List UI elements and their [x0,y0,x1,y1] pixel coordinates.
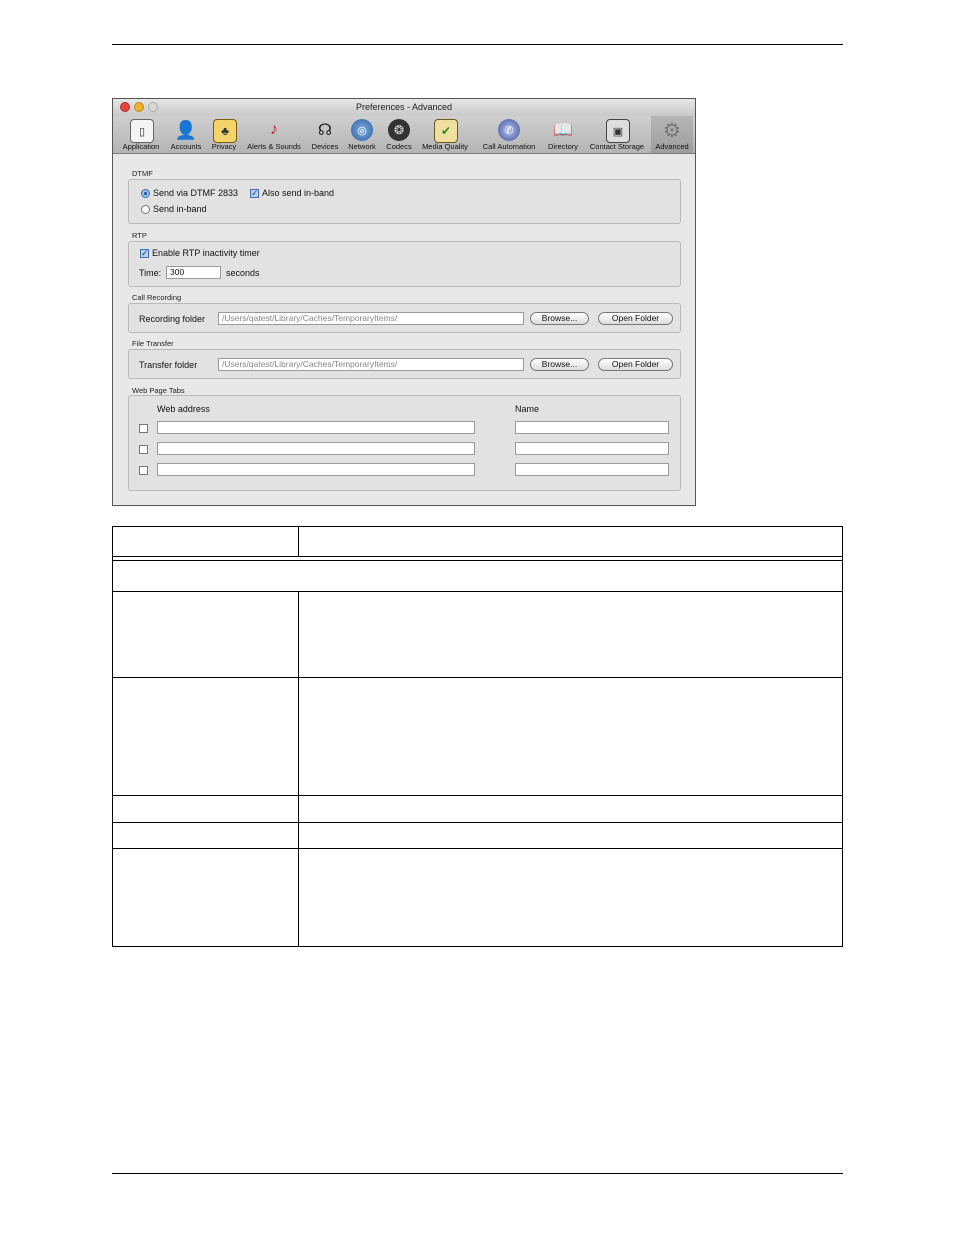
call-recording-group [128,303,681,333]
privacy-icon: ♣ [213,119,237,143]
web-tab-1-address-input[interactable] [157,421,475,434]
rtp-group [128,241,681,287]
rtp-group-title: RTP [132,231,147,240]
rtp-timer-label: Enable RTP inactivity timer [152,248,260,258]
table-row-line [113,822,842,823]
toolbar-item-call-automation[interactable]: ✆ Call Automation [479,116,539,153]
send-rfc2833-label: Send via DTMF 2833 [153,188,239,198]
call-recording-group-title: Call Recording [132,293,182,302]
media-quality-icon: ✔ [434,119,458,143]
toolbar-item-directory[interactable]: 📖 Directory [545,116,581,153]
also-inband-checkbox[interactable]: ✓ [251,188,259,198]
web-tab-2-name-input[interactable] [515,442,669,455]
dtmf-group-title: DTMF [132,169,153,178]
web-address-column-header: Web address [157,404,210,414]
accounts-icon: 👤 [174,119,198,140]
web-tab-2-checkbox[interactable] [139,445,148,454]
codecs-icon: ❂ [388,119,410,141]
toolbar-item-alerts-sounds[interactable]: ♪ Alerts & Sounds [247,121,301,151]
toolbar-item-accounts[interactable]: 👤 Accounts [170,119,202,151]
preferences-window [112,98,696,506]
toolbar-item-application[interactable]: ▯ Application [119,116,163,153]
toolbar-item-network[interactable]: ◎ Network [345,116,379,153]
contact-storage-icon: ▣ [606,119,630,143]
alerts-sounds-icon: ♪ [270,121,278,138]
application-icon: ▯ [130,119,154,143]
recording-browse-button[interactable]: Browse... [530,312,589,325]
table-column-divider [298,591,299,946]
table-row-line [113,848,842,849]
table-row-line [113,591,842,592]
toolbar-item-media-quality[interactable]: ✔ Media Quality [419,116,471,153]
gear-icon: ⚙ [663,119,681,142]
header-rule [112,44,843,45]
transfer-open-folder-button[interactable]: Open Folder [598,358,673,371]
time-input[interactable]: 300 [166,266,221,279]
send-inband-label: Send in-band [153,204,207,214]
preferences-toolbar [113,116,695,154]
file-transfer-group-title: File Transfer [132,339,174,348]
transfer-folder-input[interactable]: /Users/qatest/Library/Caches/TemporaryItems/ [218,358,524,371]
name-column-header: Name [515,404,540,414]
call-automation-icon: ✆ [498,119,520,141]
web-tab-3-name-input[interactable] [515,463,669,476]
rtp-timer-checkbox[interactable]: ✓ [141,248,149,258]
also-inband-label: Also send in-band [262,188,335,198]
headset-icon: ☊ [317,122,333,139]
footer-rule [112,1173,843,1174]
seconds-label: seconds [226,268,260,278]
title-bar [113,99,695,116]
table-row-line [113,795,842,796]
transfer-browse-button[interactable]: Browse... [530,358,589,371]
web-tab-1-name-input[interactable] [515,421,669,434]
table-header-bottom-line [113,556,842,557]
transfer-folder-label: Transfer folder [139,360,198,370]
network-icon: ◎ [351,119,373,141]
web-tabs-group [128,395,681,491]
send-rfc2833-radio[interactable] [141,189,150,198]
dtmf-group [128,179,681,224]
recording-folder-input[interactable]: /Users/qatest/Library/Caches/TemporaryItems/ [218,312,524,325]
toolbar-item-privacy[interactable]: ♣ Privacy [209,116,239,153]
web-tab-2-address-input[interactable] [157,442,475,455]
send-inband-radio[interactable] [141,205,150,214]
web-tab-3-checkbox[interactable] [139,466,148,475]
table-header-divider [298,527,299,556]
window-title: Preferences - Advanced [355,102,453,112]
web-tab-3-address-input[interactable] [157,463,475,476]
file-transfer-group [128,349,681,379]
recording-open-folder-button[interactable]: Open Folder [598,312,673,325]
toolbar-item-advanced[interactable]: ⚙ Advanced [651,116,693,153]
directory-icon: 📖 [553,122,573,139]
toolbar-item-devices[interactable]: ☊ Devices [309,116,341,153]
toolbar-item-contact-storage[interactable]: ▣ Contact Storage [587,116,647,153]
web-tabs-group-title: Web Page Tabs [132,386,185,395]
field-description-table [112,526,843,947]
recording-folder-label: Recording folder [139,314,206,324]
time-label: Time: [139,268,162,278]
advanced-pane [113,154,695,505]
table-row-line [113,677,842,678]
table-section-top-line [113,560,842,561]
toolbar-item-codecs[interactable]: ❂ Codecs [383,116,415,153]
web-tab-1-checkbox[interactable] [139,424,148,433]
